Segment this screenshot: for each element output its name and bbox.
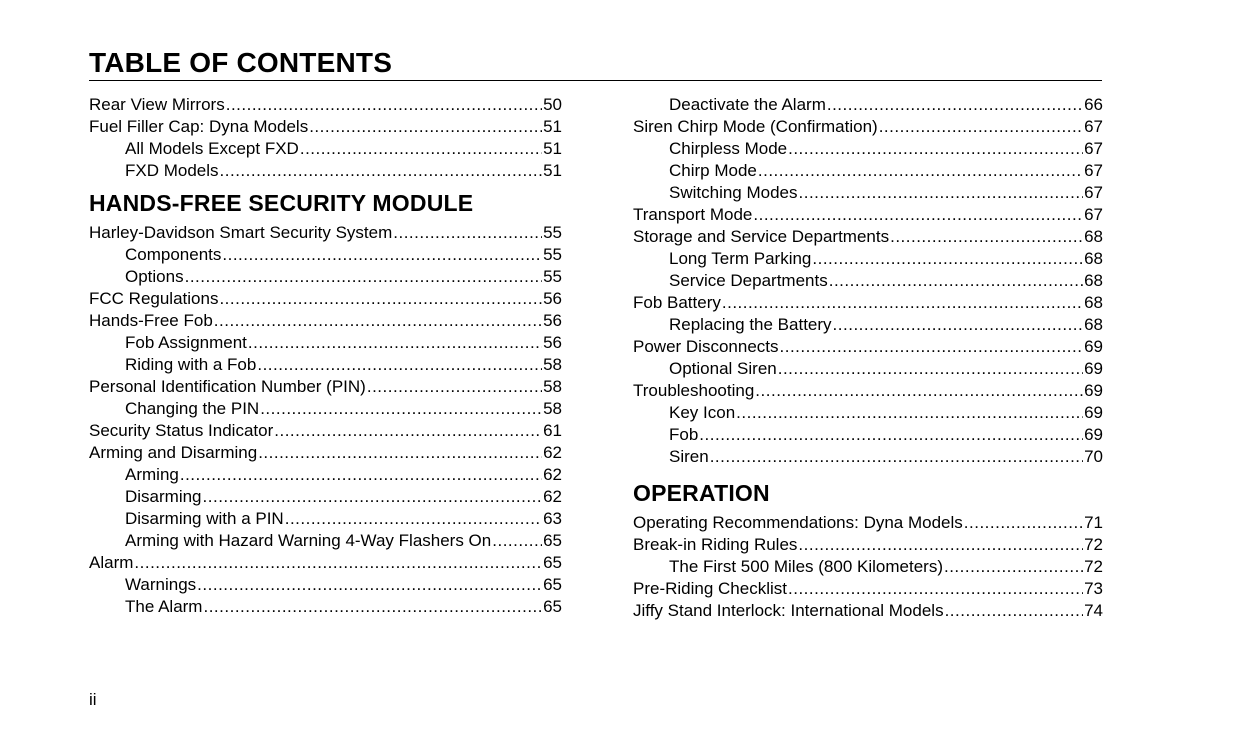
dot-leader	[258, 442, 542, 464]
toc-entry[interactable]	[89, 530, 562, 552]
toc-entry-page: 68	[1084, 315, 1103, 334]
toc-entry-page: 58	[543, 377, 562, 396]
toc-entry[interactable]	[89, 420, 562, 442]
toc-entry-page: 69	[1084, 425, 1103, 444]
toc-entry-label: Warnings	[125, 575, 197, 594]
toc-entry[interactable]	[633, 336, 1103, 358]
title-divider	[89, 80, 1102, 81]
toc-entry-label: Deactivate the Alarm	[669, 95, 826, 114]
toc-entry-label: Personal Identification Number (PIN)	[89, 377, 366, 396]
toc-entry-page: 58	[543, 355, 562, 374]
dot-leader	[736, 402, 1083, 424]
toc-entry-page: 65	[543, 597, 562, 616]
toc-entry-label: Long Term Parking	[669, 249, 812, 268]
toc-entry[interactable]	[633, 94, 1103, 116]
toc-list-right-a	[633, 94, 1103, 468]
dot-leader	[879, 116, 1083, 138]
toc-entry[interactable]	[89, 160, 562, 182]
dot-leader	[185, 266, 542, 288]
dot-leader	[753, 204, 1083, 226]
toc-entry-label: Disarming	[125, 487, 202, 506]
toc-list-left-a	[89, 94, 562, 182]
toc-entry[interactable]	[633, 380, 1103, 402]
dot-leader	[309, 116, 542, 138]
toc-entry-page: 62	[543, 465, 562, 484]
dot-leader	[219, 288, 542, 310]
dot-leader	[220, 160, 543, 182]
page-number: ii	[89, 690, 97, 709]
toc-entry-label: Key Icon	[669, 403, 736, 422]
toc-entry-page: 69	[1084, 359, 1103, 378]
toc-entry[interactable]	[89, 244, 562, 266]
toc-entry-label: Changing the PIN	[125, 399, 260, 418]
toc-entry[interactable]	[633, 556, 1103, 578]
toc-entry[interactable]	[89, 138, 562, 160]
toc-entry-label: Riding with a Fob	[125, 355, 257, 374]
toc-entry[interactable]	[89, 332, 562, 354]
toc-entry[interactable]	[89, 266, 562, 288]
toc-entry-label: Jiffy Stand Interlock: International Models	[633, 601, 944, 620]
toc-entry-page: 63	[543, 509, 562, 528]
dot-leader	[248, 332, 542, 354]
dot-leader	[257, 354, 542, 376]
toc-entry[interactable]	[89, 376, 562, 398]
dot-leader	[755, 380, 1083, 402]
toc-entry-page: 65	[543, 553, 562, 572]
dot-leader	[798, 534, 1083, 556]
toc-entry[interactable]	[633, 204, 1103, 226]
toc-entry[interactable]	[89, 442, 562, 464]
toc-entry-page: 73	[1084, 579, 1103, 598]
toc-entry-label: Service Departments	[669, 271, 828, 290]
dot-leader	[393, 222, 542, 244]
toc-entry[interactable]	[89, 288, 562, 310]
toc-entry[interactable]	[89, 94, 562, 116]
toc-entry-label: Rear View Mirrors	[89, 95, 225, 114]
toc-entry-page: 56	[543, 333, 562, 352]
dot-leader	[260, 398, 542, 420]
toc-entry-label: Components	[125, 245, 222, 264]
dot-leader	[945, 600, 1084, 622]
dot-leader	[300, 138, 542, 160]
dot-leader	[788, 578, 1083, 600]
toc-entry[interactable]	[633, 116, 1103, 138]
dot-leader	[222, 244, 542, 266]
toc-entry[interactable]	[89, 354, 562, 376]
toc-entry-label: Options	[125, 267, 184, 286]
toc-entry-label: Transport Mode	[633, 205, 753, 224]
toc-entry-page: 68	[1084, 227, 1103, 246]
toc-entry[interactable]	[89, 508, 562, 530]
toc-entry-label: Optional Siren	[669, 359, 777, 378]
dot-leader	[285, 508, 542, 530]
dot-leader	[778, 358, 1083, 380]
dot-leader	[833, 314, 1084, 336]
toc-entry-page: 72	[1084, 535, 1103, 554]
toc-entry-label: Siren Chirp Mode (Confirmation)	[633, 117, 878, 136]
toc-entry-label: Storage and Service Departments	[633, 227, 890, 246]
toc-entry-label: Break-in Riding Rules	[633, 535, 798, 554]
toc-entry-label: Chirp Mode	[669, 161, 757, 180]
dot-leader	[827, 94, 1083, 116]
toc-entry-page: 68	[1084, 293, 1103, 312]
dot-leader	[829, 270, 1083, 292]
toc-entry[interactable]	[89, 552, 562, 574]
toc-right-column	[633, 94, 1103, 622]
toc-left-column	[89, 94, 562, 618]
toc-entry-page: 51	[543, 161, 562, 180]
toc-entry[interactable]	[633, 248, 1103, 270]
toc-entry[interactable]	[633, 578, 1103, 600]
toc-entry-label: Operating Recommendations: Dyna Models	[633, 513, 963, 532]
dot-leader	[780, 336, 1084, 358]
toc-entry-page: 68	[1084, 249, 1103, 268]
section-heading-operation: OPERATION	[633, 480, 770, 506]
toc-entry-label: All Models Except FXD	[125, 139, 299, 158]
dot-leader	[203, 596, 542, 618]
toc-entry-label: The Alarm	[125, 597, 203, 616]
dot-leader	[214, 310, 542, 332]
dot-leader	[799, 182, 1084, 204]
toc-entry[interactable]	[633, 292, 1103, 314]
dot-leader	[710, 446, 1083, 468]
toc-entry-label: Fuel Filler Cap: Dyna Models	[89, 117, 309, 136]
dot-leader	[758, 160, 1083, 182]
toc-entry-label: Replacing the Battery	[669, 315, 832, 334]
dot-leader	[722, 292, 1083, 314]
toc-entry[interactable]	[89, 310, 562, 332]
toc-entry[interactable]	[633, 600, 1103, 622]
dot-leader	[699, 424, 1083, 446]
toc-entry[interactable]	[89, 222, 562, 244]
toc-entry-page: 67	[1084, 117, 1103, 136]
dot-leader	[944, 556, 1083, 578]
toc-entry-page: 72	[1084, 557, 1103, 576]
section-heading-security: HANDS-FREE SECURITY MODULE	[89, 190, 474, 216]
toc-list-right-b	[633, 512, 1103, 622]
toc-entry[interactable]	[89, 116, 562, 138]
toc-entry-label: Fob Assignment	[125, 333, 247, 352]
toc-entry[interactable]	[89, 574, 562, 596]
toc-entry-label: Arming	[125, 465, 179, 484]
toc-entry[interactable]	[633, 512, 1103, 534]
toc-entry-page: 55	[543, 245, 562, 264]
toc-entry-label: Fob Battery	[633, 293, 721, 312]
toc-entry-label: Security Status Indicator	[89, 421, 274, 440]
toc-entry-page: 62	[543, 443, 562, 462]
dot-leader	[492, 530, 542, 552]
toc-entry-page: 69	[1084, 381, 1103, 400]
toc-entry-label: Chirpless Mode	[669, 139, 788, 158]
dot-leader	[203, 486, 543, 508]
toc-entry-page: 61	[543, 421, 562, 440]
toc-entry-page: 50	[543, 95, 562, 114]
toc-entry-label: Switching Modes	[669, 183, 798, 202]
toc-entry-page: 66	[1084, 95, 1103, 114]
dot-leader	[890, 226, 1083, 248]
toc-entry[interactable]	[633, 314, 1103, 336]
toc-entry-page: 55	[543, 267, 562, 286]
toc-entry-label: FXD Models	[125, 161, 219, 180]
toc-entry-page: 62	[543, 487, 562, 506]
toc-entry-page: 69	[1084, 337, 1103, 356]
dot-leader	[788, 138, 1083, 160]
toc-entry-label: Alarm	[89, 553, 134, 572]
toc-entry[interactable]	[633, 358, 1103, 380]
toc-entry[interactable]	[89, 464, 562, 486]
toc-list-left-b	[89, 222, 562, 618]
toc-entry-label: Arming with Hazard Warning 4-Way Flashers On	[125, 531, 492, 550]
dot-leader	[812, 248, 1083, 270]
toc-entry-page: 67	[1084, 161, 1103, 180]
toc-entry[interactable]	[89, 596, 562, 618]
toc-entry-page: 68	[1084, 271, 1103, 290]
toc-entry[interactable]	[633, 424, 1103, 446]
toc-entry[interactable]	[89, 398, 562, 420]
dot-leader	[274, 420, 542, 442]
toc-entry-page: 55	[543, 223, 562, 242]
dot-leader	[134, 552, 542, 574]
toc-entry-page: 67	[1084, 139, 1103, 158]
toc-entry-page: 70	[1084, 447, 1103, 466]
dot-leader	[197, 574, 542, 596]
toc-entry-page: 69	[1084, 403, 1103, 422]
toc-entry-page: 74	[1084, 601, 1103, 620]
toc-entry[interactable]	[633, 226, 1103, 248]
toc-entry[interactable]	[633, 446, 1103, 468]
toc-entry[interactable]	[633, 270, 1103, 292]
dot-leader	[367, 376, 542, 398]
toc-entry-label: Siren	[669, 447, 709, 466]
toc-entry-label: Pre-Riding Checklist	[633, 579, 787, 598]
toc-entry[interactable]	[633, 138, 1103, 160]
toc-entry-page: 58	[543, 399, 562, 418]
toc-entry-label: Arming and Disarming	[89, 443, 258, 462]
toc-entry-page: 67	[1084, 205, 1103, 224]
toc-entry-page: 65	[543, 575, 562, 594]
toc-entry[interactable]	[633, 402, 1103, 424]
toc-entry-page: 51	[543, 117, 562, 136]
toc-entry[interactable]	[633, 160, 1103, 182]
dot-leader	[180, 464, 542, 486]
dot-leader	[226, 94, 542, 116]
toc-entry-page: 67	[1084, 183, 1103, 202]
toc-entry-page: 65	[543, 531, 562, 550]
dot-leader	[964, 512, 1083, 534]
toc-entry-label: Fob	[669, 425, 699, 444]
toc-entry-page: 56	[543, 289, 562, 308]
toc-entry-label: Troubleshooting	[633, 381, 755, 400]
toc-entry[interactable]	[633, 182, 1103, 204]
toc-entry-page: 56	[543, 311, 562, 330]
toc-entry-label: Hands-Free Fob	[89, 311, 213, 330]
toc-entry[interactable]	[89, 486, 562, 508]
toc-entry-page: 51	[543, 139, 562, 158]
toc-entry[interactable]	[633, 534, 1103, 556]
toc-entry-label: Disarming with a PIN	[125, 509, 284, 528]
page-title: TABLE OF CONTENTS	[89, 47, 393, 78]
toc-entry-label: FCC Regulations	[89, 289, 219, 308]
toc-entry-label: The First 500 Miles (800 Kilometers)	[669, 557, 943, 576]
toc-entry-page: 71	[1084, 513, 1103, 532]
toc-entry-label: Harley-Davidson Smart Security System	[89, 223, 393, 242]
toc-entry-label: Power Disconnects	[633, 337, 779, 356]
